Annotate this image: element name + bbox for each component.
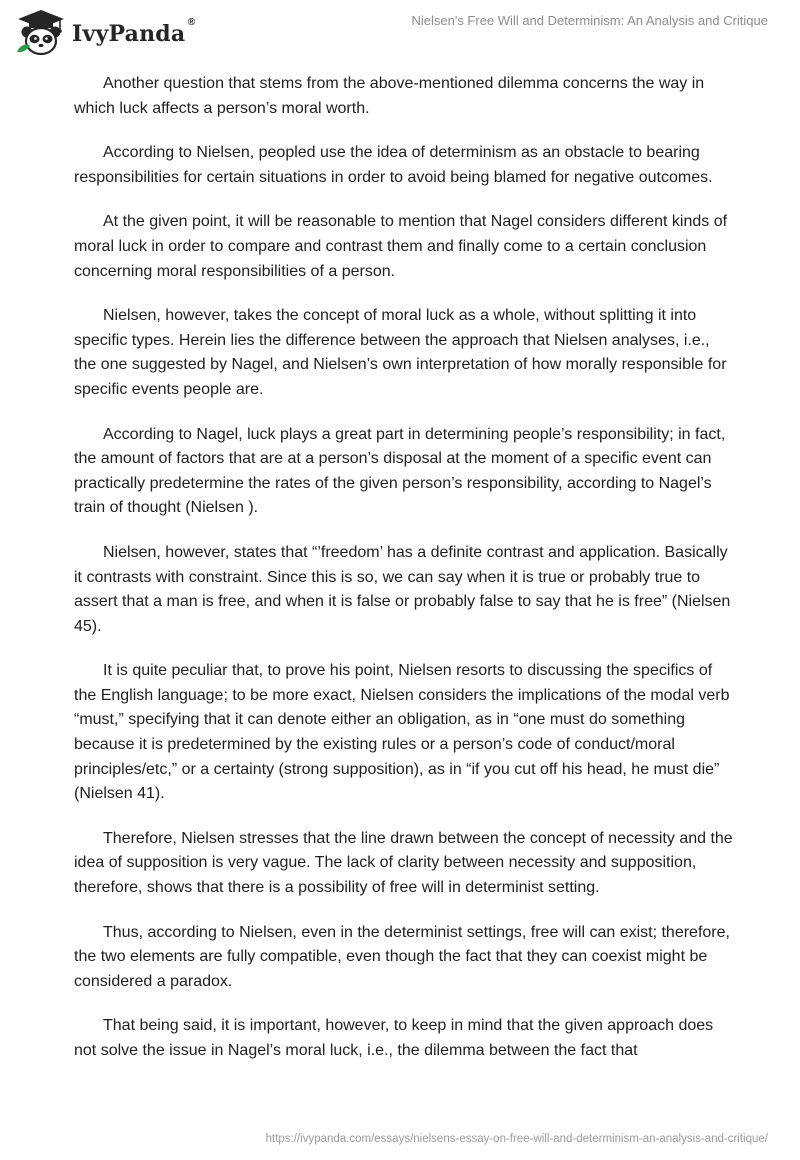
paragraph: According to Nielsen, peopled use the idea of determinism as an obstacle to bearing responsibilities for certain situations in order to avoid being blamed for negative outcomes. — [74, 144, 713, 186]
document-title: Nielsen's Free Will and Determinism: An Analysis and Critique — [411, 13, 768, 28]
paragraph: It is quite peculiar that, to prove his point, Nielsen resorts to discussing the specifics of the English language; to be more exact, Nielsen considers the implications of the modal verb “must,” specifying that it can denote either an obligation, as in “one must do something because it is predetermined by the existing rules or a person’s code of conduct/moral principles/etc,” or a certainty (strong supposition), as in “if you cut off his head, he must die” (Nielsen 41). — [74, 662, 730, 803]
panda-graduate-icon — [14, 8, 68, 58]
paragraph: Nielsen, however, states that “’freedom’ has a definite contrast and application. Basically it contrasts with constraint. Since this is so, we can say when it is true or probably true to assert that a man is free, and when it is false or probably false to say that he is free” (Nielsen 45). — [74, 543, 731, 635]
paragraph: At the given point, it will be reasonable to mention that Nagel considers different kinds of moral luck in order to compare and contrast them and finally come to a certain conclusion concerning moral responsibilities of a person. — [74, 213, 728, 280]
paragraph: Nielsen, however, takes the concept of moral luck as a whole, without splitting it into specific types. Herein lies the difference between the approach that Nielsen analyses, i.e., the one suggested by Nagel, and Nielsen’s own interpretation of how morally responsible for specific events people are. — [74, 307, 727, 398]
paragraph: According to Nagel, luck plays a great part in determining people’s responsibility; in fact, the amount of factors that are at a person’s disposal at the moment of a specific event can practically predetermine the rates of the given person’s responsibility, according to Nagel’s train of thought (Nielsen ). — [74, 425, 726, 517]
essay-body — [74, 72, 734, 1084]
source-url-link[interactable]: https://ivypanda.com/essays/nielsens-essay-on-free-will-and-determinism-an-analysis-and-critique/ — [265, 1133, 768, 1145]
registered-mark: ® — [187, 17, 196, 28]
paragraph: Thus, according to Nielsen, even in the determinist settings, free will can exist; therefore, the two elements are fully compatible, even though the fact that they can coexist might be considered a paradox. — [74, 923, 730, 990]
paragraph: Therefore, Nielsen stresses that the line drawn between the concept of necessity and the idea of supposition is very vague. The lack of clarity between necessity and supposition, therefore, shows that there is a possibility of free will in determinist setting. — [74, 829, 733, 897]
paragraph: That being said, it is important, however, to keep in mind that the given approach does not solve the issue in Nagel’s moral luck, i.e., the dilemma between the fact that — [74, 1017, 714, 1059]
page-header — [0, 0, 800, 60]
brand-name: IvyPanda ® — [72, 17, 196, 47]
brand-logo[interactable] — [14, 8, 196, 58]
paragraph: Another question that stems from the above-mentioned dilemma concerns the way in which luck affects a person’s moral worth. — [74, 75, 705, 117]
